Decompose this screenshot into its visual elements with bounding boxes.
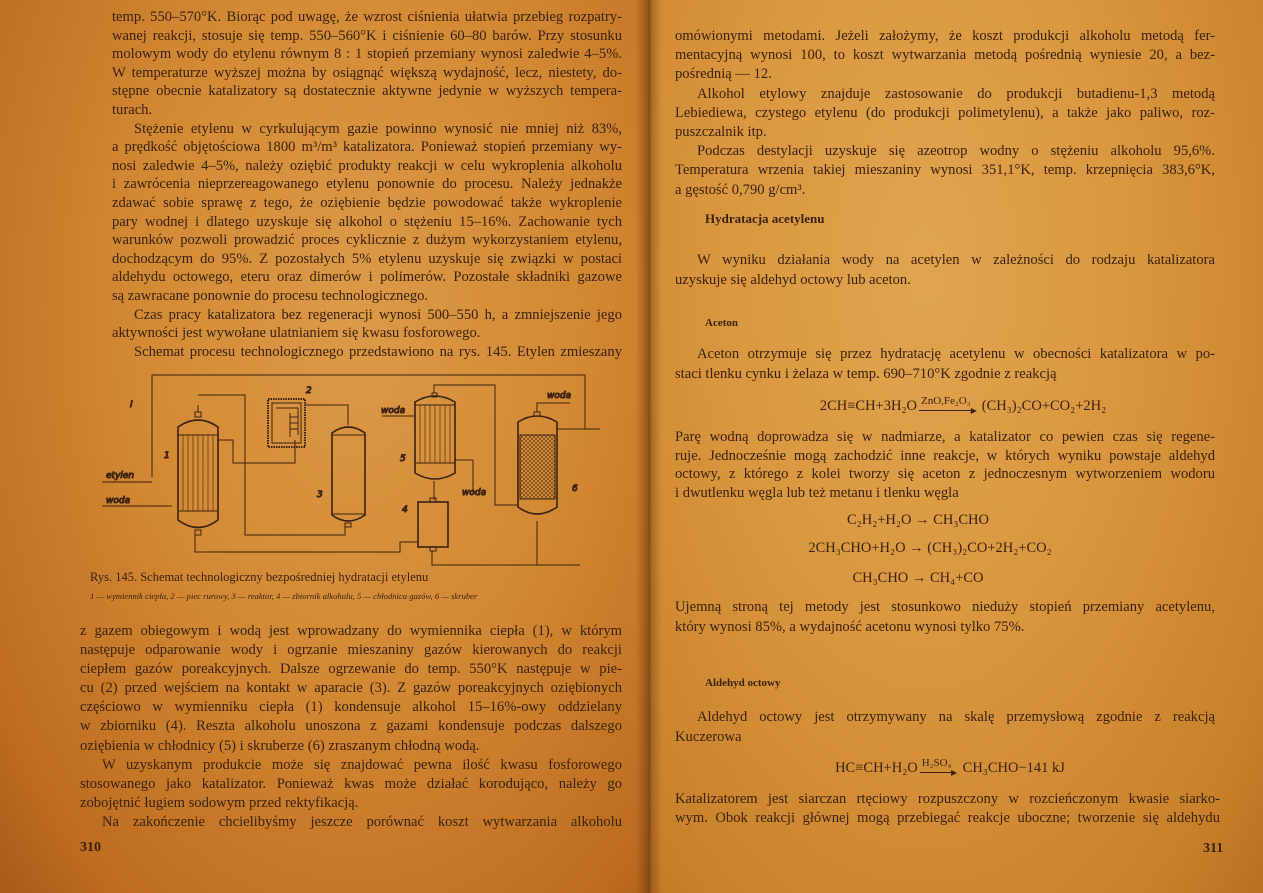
text-line: Parę wodną doprowadza się w nadmiarze, a katalizator co pewien czas się regene- [675,429,1215,445]
text-line: ciepłem gazów poreakcyjnych. Dalsze ogrzewanie do temp. 550°K następuje w pie- [80,661,622,678]
text-line: są zawracane ponownie do procesu technologicznego. [112,287,429,304]
label-6: 6 [572,484,578,494]
label-woda-cooler-out: woda [462,488,487,498]
formula-side-1: C₂H₂+H₂O → CH₃CHO [847,512,989,528]
text-line: aktywności jest wywołane ulatnianiem się kwasu fosforowego. [112,325,481,342]
text-line: warunków pozwoli prowadzić proces cyklicznie z dużym wykorzystaniem etylenu, [112,232,622,249]
text-line: następuje odparowanie wody i ogrzanie mieszaniny gazów kierowanych do reakcji [80,642,622,659]
text-line: Czas pracy katalizatora bez regeneracji wynosi 500–550 h, a zmniejszenie jego [134,306,622,323]
label-etylen: etylen [106,471,135,481]
text-line: z gazem obiegowym i wodą jest wprowadzany do wymiennika ciepła (1), w którym [80,623,622,639]
text-line: wanej reakcji, stosuje się temp. 550–560°K i ciśnienie 60–80 barów. Przy stosunku [112,27,622,44]
paragraph [675,27,1215,85]
label-1: 1 [164,451,170,461]
text-block [675,27,1215,200]
label-5: 5 [400,454,406,464]
heat-exchanger-1 [178,412,218,535]
text-line: Schemat procesu technologicznego przedstawiono na rys. 145. Etylen zmieszany [134,343,622,360]
formula-right: CH₃CHO−141 kJ [962,760,1065,776]
reaction-arrow-catalyst: H₂SO₄ [921,757,952,769]
text-line: stosowanego jako katalizator. Ponieważ kwas może działać korodująco, należy go [80,775,622,792]
text-line: Aldehyd octowy jest otrzymywany na skalę przemysłową zgodnie z reakcją [697,709,1215,725]
heading-hydration: Hydratacja acetylenu [705,211,825,226]
text-line: Kuczerowa [675,728,742,745]
paragraph [675,142,1215,200]
text-line: W temperaturze wyższej można by osiągnąć większą wydajność, lecz, niestety, do- [112,64,622,81]
text-block [675,428,1215,502]
figure-legend: 1 — wymiennik ciepła, 2 — piec rurowy, 3 — reaktor, 4 — zbiornik alkoholu, 5 — chłodnica gazów, 6 — skruber [90,591,478,601]
text-block [675,790,1220,827]
text-line: który wynosi 85%, a wydajność acetonu wynosi tylko 75%. [675,618,1025,635]
label-4: 4 [402,505,408,515]
text-line: molowym wody do etylenu równym 8 : 1 stopień przemiany wynosi zaledwie 4–5%. [112,46,622,63]
text-line: puszczalnik itp. [675,124,767,141]
page-number-left: 310 [80,840,101,855]
text-line: Podczas destylacji uzyskuje się azeotrop wodny o stężeniu alkoholu 95,6%. [697,143,1215,160]
label-woda-cooler-in: woda [381,406,406,416]
text-line: cu (2) przed wejściem na kontakt w aparacie (3). Z gazów poreakcyjnych oziębionych [80,680,622,697]
paragraph [675,250,1215,290]
text-line: zobojętnić ługiem sodowym przed rektyfikacją. [80,794,359,811]
text-block [675,598,1215,637]
formula-side-3: CH₃CHO → CH₄+CO [852,570,984,586]
text-block [675,345,1215,384]
formula-left: 2CH≡CH+3H₂O [819,398,917,414]
text-line: turach. [112,101,153,118]
paragraph [112,120,622,306]
paragraph [112,8,622,120]
text-line: Na zakończenie chcielibyśmy jeszcze porównać koszt wytwarzania alkoholu [102,813,622,830]
text-line: mentacyjną wynosi 100, to koszt wytwarzania metodą pośrednią wyniesie 20, a bez- [675,47,1215,64]
text-line: aldehydu octowego, eteru oraz dimerów i polimerów. Pozostałe składniki gazowe [112,269,622,286]
text-line: zdawać sobie sprawę z tego, że oziębienie będzie powodować także wykroplenie [112,194,622,211]
process-flow-diagram [90,365,640,575]
right-page [648,0,1263,893]
text-line: Lebiediewa, czystego etylenu (do produkcji polimetylenu), a także jako paliwo, roz- [675,104,1215,121]
text-line: uzyskuje się aldehyd octowy lub aceton. [675,272,911,288]
line-5-6 [434,385,518,505]
text-line: ruje. Jednocześnie mogą zachodzić inne reakcje, w których wyniku powstaje aldehyd [675,447,1215,464]
text-line: W uzyskanym produkcie może się znajdować pewna ilość kwasu fosforowego [102,756,622,773]
text-line: i dwutlenku węgla lub też metanu i tlenku węgla [675,484,959,501]
paragraph [80,622,622,756]
text-line: i zawrócenia nieprzereagowanego etylenu ponownie do procesu. Należy jednakże [112,176,622,193]
text-line: częściowo w wymienniku ciepła (1) kondensuje alkohol 15–16%-owy oddzielany [80,699,622,716]
formula-left: HC≡CH+H₂O [835,760,918,776]
text-line: Stężenie etylenu w cyrkulującym gazie powinno wynosić nie mniej niż 83%, [134,120,622,137]
gas-cooler-5 [415,393,455,479]
paragraph [675,598,1215,637]
text-line: pary wodnej i dlatego uzyskuje się alkohol o stężeniu 15–16%. Zachowanie tych [112,213,622,230]
heading-acetaldehyde: Aldehyd octowy [705,677,781,689]
figure-caption: Rys. 145. Schemat technologiczny bezpośredniej hydratacji etylenu [90,570,429,584]
paragraph [112,343,622,362]
paragraph [675,345,1215,384]
water-lines-5 [382,416,473,493]
text-line: oziębienia w chłodnicy (5) i skruberze (6) zraszanym chłodną wodą. [80,737,480,754]
paragraph [675,708,1215,747]
text-line: a prędkość objętościowa 1800 m³/m³ katalizatora. Ponieważ stopień przemiany wy- [112,139,622,156]
text-line: pośrednią — 12. [675,66,772,83]
text-line: nosi zaledwie 4–5%, należy oziębić produkty reakcji w celu wykroplenia alkoholu [112,157,622,174]
paragraph [80,813,622,832]
text-line: omówionymi metodami. Jeżeli założymy, że koszt produkcji alkoholu metodą fer- [675,28,1215,44]
line-2-3 [305,405,348,425]
text-line: Alkohol etylowy znajduje zastosowanie do produkcji butadienu-1,3 metodą [697,85,1215,102]
text-line: wym. Obok reakcji głównej mogą przebiegać reakcje uboczne; tworzenie się aldehydu [675,809,1220,826]
reaction-arrow-catalyst: ZnO,Fe₂O₃ [920,395,971,407]
text-line: stępne obecnie katalizatory są dostatecznie aktywne jedynie w wyższych tempera- [112,83,622,100]
formula-side-2: 2CH₃CHO+H₂O → (CH₃)₂CO+2H₂+CO₂ [808,540,1052,556]
label-mark: I [130,400,133,410]
text-line: dochodzącym do 95%. Z pozostałych 5% etylenu uzyskuje się związki w postaci [112,250,622,267]
tube-furnace-2 [268,399,305,447]
text-line: Temperatura wrzenia takiej mieszaniny wynosi 351,1°K, temp. krzepnięcia 383,6°K, [675,162,1215,179]
text-line: Katalizatorem jest siarczan rtęciowy rozpuszczony w rozcieńczonym kwasie siarko- [675,791,1220,807]
paragraph [80,756,622,813]
formula-right: (CH₃)₂CO+CO₂+2H₂ [981,398,1107,414]
text-line: W wyniku działania wody na acetylen w zależności do rodzaju katalizatora [697,252,1215,268]
text-line: a gęstość 0,790 g/cm³. [675,181,806,198]
product-line [432,551,580,565]
page-number-right: 311 [1203,841,1224,856]
label-woda-feed: woda [106,496,131,506]
label-woda-scrubber: woda [547,391,572,401]
label-2: 2 [306,386,312,396]
paragraph [675,85,1215,143]
text-line: Aceton otrzymuje się przez hydratację acetylenu w obecności katalizatora w po- [697,346,1215,362]
text-block [675,250,1215,290]
text-block [80,622,622,832]
text-block [675,708,1215,747]
paragraph [112,306,622,343]
text-block [112,8,622,361]
text-line: octowy, z którego z kolei tworzy się aceton z jednoczesnym wytworzeniem wodoru [675,466,1215,482]
heading-acetone: Aceton [705,317,738,329]
reactor-3 [332,427,365,527]
scrubber-6 [518,412,557,514]
formula-kucherov [835,757,1065,777]
alcohol-tank-4 [418,498,448,551]
text-line: w zbiorniku (4). Reszta alkoholu unoszona z gazami kondensuje podczas dalszego [80,718,622,735]
formula-acetone-main [820,395,1106,415]
text-line: staci tlenku cynku i żelaza w temp. 690–710°K zgodnie z reakcją [675,365,1057,382]
paragraph [675,790,1220,827]
text-line: Ujemną stroną tej metody jest stosunkowo nieduży stopień przemiany acetylenu, [675,599,1215,615]
paragraph [675,428,1215,502]
line-1-4 [195,535,418,552]
text-line: temp. 550–570°K. Biorąc pod uwagę, że wzrost ciśnienia ułatwia przebieg rozpatry- [112,9,622,25]
book-gutter [636,0,662,893]
label-3: 3 [317,490,323,500]
